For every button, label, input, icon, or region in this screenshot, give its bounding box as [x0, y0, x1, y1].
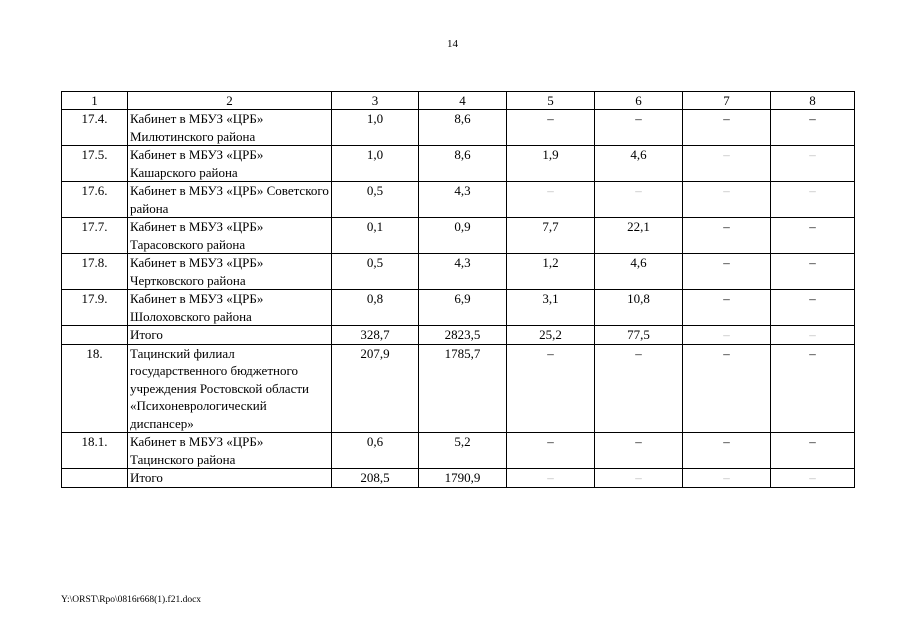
cell-col4: 5,2 — [419, 433, 507, 469]
cell-col6: 22,1 — [595, 218, 683, 254]
cell-col5: – — [507, 110, 595, 146]
column-header: 8 — [771, 92, 855, 110]
table-row — [62, 110, 855, 146]
cell-col6: – — [595, 182, 683, 218]
cell-col6: 77,5 — [595, 326, 683, 345]
cell-col7: – — [683, 290, 771, 326]
cell-col7: – — [683, 433, 771, 469]
row-number — [62, 326, 128, 345]
cell-col7: – — [683, 469, 771, 488]
header-row — [62, 92, 855, 110]
cell-col3: 0,1 — [332, 218, 419, 254]
file-path-footer: Y:\ORST\Rpo\0816r668(1).f21.docx — [61, 595, 202, 605]
cell-col3: 208,5 — [332, 469, 419, 488]
table-row — [62, 254, 855, 290]
row-name: Кабинет в МБУЗ «ЦРБ» Шолоховского района — [128, 290, 332, 326]
row-number: 17.8. — [62, 254, 128, 290]
cell-col5: – — [507, 344, 595, 433]
cell-col7: – — [683, 344, 771, 433]
cell-col5: 1,2 — [507, 254, 595, 290]
data-table — [61, 91, 855, 488]
cell-col4: 1790,9 — [419, 469, 507, 488]
cell-col8: – — [771, 433, 855, 469]
cell-col4: 8,6 — [419, 110, 507, 146]
column-header: 3 — [332, 92, 419, 110]
row-name: Итого — [128, 326, 332, 345]
row-number: 17.5. — [62, 146, 128, 182]
cell-col4: 8,6 — [419, 146, 507, 182]
column-header: 7 — [683, 92, 771, 110]
row-name: Кабинет в МБУЗ «ЦРБ» Кашарского района — [128, 146, 332, 182]
table-row — [62, 218, 855, 254]
cell-col5: 3,1 — [507, 290, 595, 326]
cell-col7: – — [683, 254, 771, 290]
row-name: Тацинский филиал государственного бюджетного учреждения Ростовской области «Психоневрологический диспансер» — [128, 344, 332, 433]
row-name: Кабинет в МБУЗ «ЦРБ» Чертковского района — [128, 254, 332, 290]
cell-col8: – — [771, 469, 855, 488]
cell-col4: 2823,5 — [419, 326, 507, 345]
row-number: 17.6. — [62, 182, 128, 218]
cell-col5: – — [507, 182, 595, 218]
cell-col7: – — [683, 326, 771, 345]
cell-col3: 1,0 — [332, 110, 419, 146]
row-name: Кабинет в МБУЗ «ЦРБ» Советского района — [128, 182, 332, 218]
cell-col7: – — [683, 218, 771, 254]
table-row — [62, 344, 855, 433]
cell-col5: 1,9 — [507, 146, 595, 182]
cell-col3: 1,0 — [332, 146, 419, 182]
cell-col5: – — [507, 469, 595, 488]
column-header: 1 — [62, 92, 128, 110]
cell-col6: – — [595, 344, 683, 433]
cell-col7: – — [683, 146, 771, 182]
row-name: Кабинет в МБУЗ «ЦРБ» Тарасовского района — [128, 218, 332, 254]
cell-col5: 7,7 — [507, 218, 595, 254]
cell-col8: – — [771, 290, 855, 326]
cell-col3: 207,9 — [332, 344, 419, 433]
cell-col6: 10,8 — [595, 290, 683, 326]
cell-col7: – — [683, 182, 771, 218]
row-number: 17.4. — [62, 110, 128, 146]
row-number: 17.7. — [62, 218, 128, 254]
cell-col4: 1785,7 — [419, 344, 507, 433]
row-name: Кабинет в МБУЗ «ЦРБ» Милютинского района — [128, 110, 332, 146]
table-row — [62, 433, 855, 469]
cell-col6: 4,6 — [595, 146, 683, 182]
column-header: 5 — [507, 92, 595, 110]
row-number — [62, 469, 128, 488]
cell-col4: 0,9 — [419, 218, 507, 254]
cell-col6: 4,6 — [595, 254, 683, 290]
column-header: 2 — [128, 92, 332, 110]
cell-col6: – — [595, 110, 683, 146]
total-row — [62, 469, 855, 488]
cell-col3: 0,8 — [332, 290, 419, 326]
row-name: Итого — [128, 469, 332, 488]
cell-col5: 25,2 — [507, 326, 595, 345]
cell-col8: – — [771, 218, 855, 254]
cell-col6: – — [595, 433, 683, 469]
page-number: 14 — [447, 38, 458, 50]
cell-col8: – — [771, 254, 855, 290]
cell-col6: – — [595, 469, 683, 488]
cell-col4: 4,3 — [419, 182, 507, 218]
cell-col4: 6,9 — [419, 290, 507, 326]
cell-col8: – — [771, 182, 855, 218]
cell-col3: 0,5 — [332, 254, 419, 290]
cell-col3: 0,6 — [332, 433, 419, 469]
row-number: 18.1. — [62, 433, 128, 469]
cell-col4: 4,3 — [419, 254, 507, 290]
table-row — [62, 146, 855, 182]
column-header: 4 — [419, 92, 507, 110]
cell-col8: – — [771, 344, 855, 433]
row-number: 18. — [62, 344, 128, 433]
cell-col3: 0,5 — [332, 182, 419, 218]
cell-col8: – — [771, 326, 855, 345]
cell-col3: 328,7 — [332, 326, 419, 345]
column-header: 6 — [595, 92, 683, 110]
row-number: 17.9. — [62, 290, 128, 326]
row-name: Кабинет в МБУЗ «ЦРБ» Тацинского района — [128, 433, 332, 469]
cell-col8: – — [771, 146, 855, 182]
cell-col8: – — [771, 110, 855, 146]
cell-col7: – — [683, 110, 771, 146]
total-row — [62, 326, 855, 345]
cell-col5: – — [507, 433, 595, 469]
table-row — [62, 290, 855, 326]
table-row — [62, 182, 855, 218]
